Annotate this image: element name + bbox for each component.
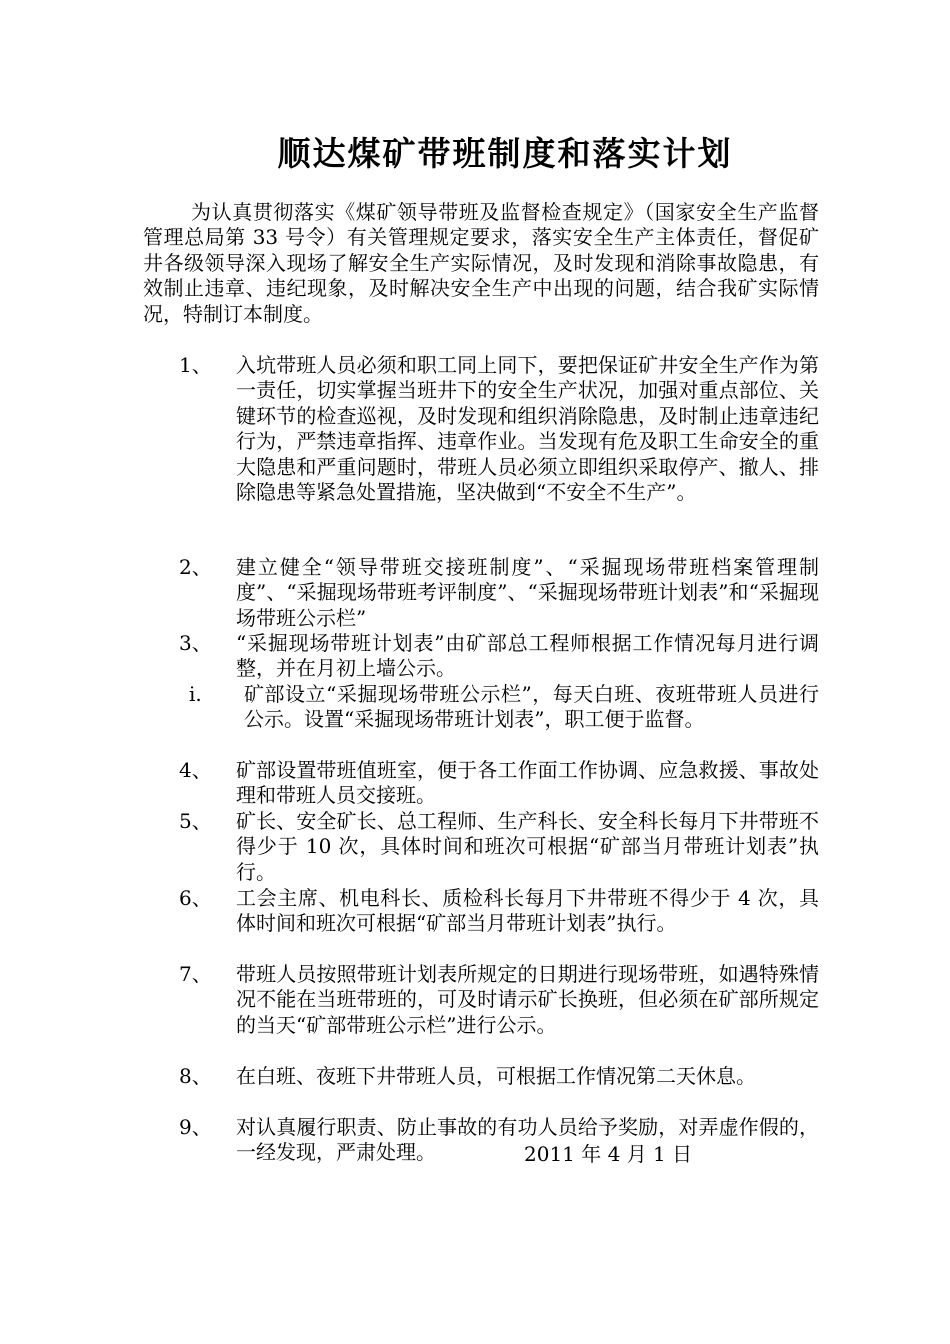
document-title: 顺达煤矿带班制度和落实计划: [277, 134, 733, 173]
item-number: 3、: [179, 631, 212, 655]
item-number: 5、: [179, 809, 212, 833]
item-text: 矿长、安全矿长、总工程师、生产科长、安全科长每月下井带班不得少于 10 次，具体时间和班次可根据“矿部当月带班计划表”执行。: [236, 809, 819, 884]
item-text: 对认真履行职责、防止事故的有功人员给予奖励，对弄虚作假的，一经发现，严肃处理。: [236, 1115, 819, 1165]
list-item: [143, 353, 819, 505]
item-number: 2、: [179, 555, 212, 579]
item-number: 7、: [179, 962, 212, 986]
item-text: 工会主席、机电科长、质检科长每月下井带班不得少于 4 次，具体时间和班次可根据“矿部当月带班计划表”执行。: [236, 886, 819, 936]
list-item: [143, 758, 819, 809]
item-number: 6、: [179, 886, 212, 910]
list-item: [143, 886, 819, 937]
item-text: 矿部设立“采掘现场带班公示栏”，每天白班、夜班带班人员进行公示。设置“采掘现场带班计划表”，职工便于监督。: [244, 682, 819, 732]
document-date: 2011 年 4 月 1 日: [524, 1142, 693, 1166]
item-number: i.: [189, 682, 202, 706]
list-item: [143, 682, 819, 733]
item-text: 建立健全“领导带班交接班制度”、“采掘现场带班档案管理制度”、“采掘现场带班考评制度”、“采掘现场带班计划表”和“采掘现场带班公示栏”: [236, 555, 819, 630]
list-item: [143, 555, 819, 631]
item-text: 在白班、夜班下井带班人员，可根据工作情况第二天休息。: [236, 1064, 756, 1088]
item-number: 8、: [179, 1064, 212, 1088]
intro-paragraph: 为认真贯彻落实《煤矿领导带班及监督检查规定》（国家安全生产监督管理总局第 33 号令）有关管理规定要求，落实安全生产主体责任，督促矿井各级领导深入现场了解安全生产实际情况，及时发现和消除事故隐患，有效制止违章、违纪现象，及时解决安全生产中出现的问题，结合我矿实际情况，特制订本制度。: [143, 200, 819, 326]
list-item: [143, 1064, 819, 1089]
list-item: [143, 1115, 819, 1166]
item-text: “采掘现场带班计划表”由矿部总工程师根据工作情况每月进行调整，并在月初上墙公示。: [236, 631, 819, 681]
item-number: 9、: [179, 1115, 212, 1139]
item-number: 4、: [179, 758, 212, 782]
item-text: 矿部设置带班值班室，便于各工作面工作协调、应急救援、事故处理和带班人员交接班。: [236, 758, 819, 808]
item-number: 1、: [179, 353, 212, 377]
list-item: [143, 809, 819, 885]
item-text: 带班人员按照带班计划表所规定的日期进行现场带班，如遇特殊情况不能在当班带班的，可及时请示矿长换班，但必须在矿部所规定的当天“矿部带班公示栏”进行公示。: [236, 962, 819, 1037]
list-item: [143, 631, 819, 682]
item-text: 入坑带班人员必须和职工同上同下，要把保证矿井安全生产作为第一责任，切实掌握当班井下的安全生产状况，加强对重点部位、关键环节的检查巡视，及时发现和组织消除隐患，及时制止违章违纪行为，严禁违章指挥、违章作业。当发现有危及职工生命安全的重大隐患和严重问题时，带班人员必须立即组织采取停产、撤人、排除隐患等紧急处置措施，坚决做到“不安全不生产”。: [236, 353, 819, 505]
list-item: [143, 962, 819, 1038]
